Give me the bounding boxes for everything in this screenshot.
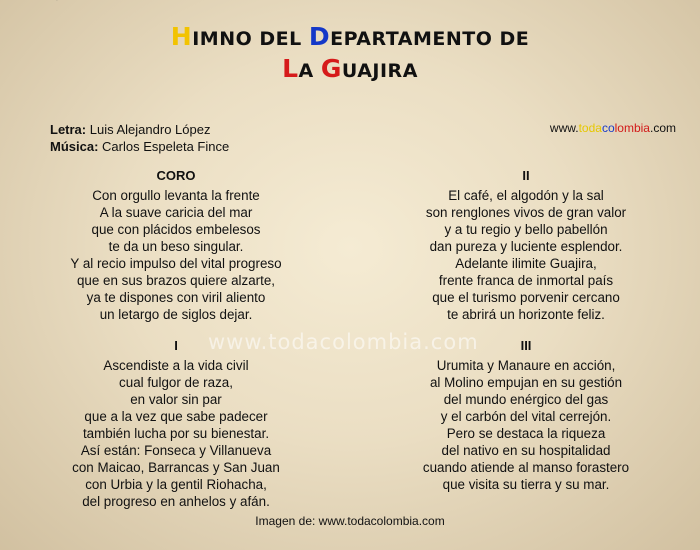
verse-line: Con orgullo levanta la frente bbox=[92, 188, 260, 203]
music-credit bbox=[50, 138, 229, 155]
title-initial: G bbox=[320, 54, 342, 83]
site-prefix: www. bbox=[549, 121, 579, 135]
verse-line: del progreso en anhelos y afán. bbox=[82, 494, 270, 509]
verse-line: al Molino empujan en su gestión bbox=[429, 375, 623, 390]
stanza-ii bbox=[376, 168, 676, 323]
verse-line: A la suave caricia del mar bbox=[99, 205, 253, 220]
verse-line: te da un beso singular. bbox=[108, 239, 244, 254]
stanza-iii bbox=[376, 338, 676, 493]
lyrics-credit bbox=[50, 121, 229, 138]
title-initial: L bbox=[282, 54, 299, 83]
verse-line: Así están: Fonseca y Villanueva bbox=[80, 443, 272, 458]
verse-line: Pero se destaca la riqueza bbox=[446, 426, 606, 441]
verse-line: con Maicao, Barrancas y San Juan bbox=[72, 460, 280, 475]
title-word: A bbox=[298, 60, 321, 82]
site-suffix: .com bbox=[649, 121, 676, 135]
verse-line: que a la vez que sabe padecer bbox=[84, 409, 268, 424]
stanza-heading: CORO bbox=[156, 168, 196, 183]
verse-line: también lucha por su bienestar. bbox=[82, 426, 270, 441]
verse-line: te abrirá un horizonte feliz. bbox=[447, 307, 605, 322]
verse-line: del mundo enérgico del gas bbox=[443, 392, 609, 407]
title-word: EPARTAMENTO DE bbox=[330, 28, 530, 50]
verse-line: ya te dispones con viril aliento bbox=[86, 290, 266, 305]
stanza-coro bbox=[26, 168, 326, 323]
music-label: Música: bbox=[50, 139, 99, 154]
verse-line: que en sus brazos quiere alzarte, bbox=[76, 273, 275, 288]
verse-line: cual fulgor de raza, bbox=[119, 375, 233, 390]
site-part-yellow: toda bbox=[578, 121, 602, 135]
site-part-blue: co bbox=[601, 121, 615, 135]
watermark: www.todacolombia.com bbox=[208, 330, 479, 354]
verse-line: Ascendiste a la vida civil bbox=[103, 358, 249, 373]
verse-line: y el carbón del vital cerrejón. bbox=[440, 409, 612, 424]
verse-line: en valor sin par bbox=[130, 392, 222, 407]
image-credit-footer: Imagen de: www.todacolombia.com bbox=[255, 514, 445, 528]
stanza-heading: I bbox=[174, 338, 178, 353]
music-author: Carlos Espeleta Fince bbox=[102, 139, 230, 154]
lyrics-author: Luis Alejandro López bbox=[89, 122, 211, 137]
verse-line: que visita su tierra y su mar. bbox=[442, 477, 610, 492]
verse-line: El café, el algodón y la sal bbox=[448, 188, 604, 203]
site-link[interactable] bbox=[550, 121, 676, 135]
verse-line: son renglones vivos de gran valor bbox=[425, 205, 627, 220]
verse-line: frente franca de inmortal país bbox=[438, 273, 614, 288]
verse-line: Urumita y Manaure en acción, bbox=[436, 358, 616, 373]
title-word: IMNO DEL bbox=[192, 28, 309, 50]
verse-line: cuando atiende al manso forastero bbox=[422, 460, 630, 475]
verse-line: y a tu regio y bello pabellón bbox=[444, 222, 608, 237]
anthem-title-line2 bbox=[0, 54, 700, 83]
verse-line: dan pureza y luciente esplendor. bbox=[429, 239, 623, 254]
site-part-red: lombia bbox=[614, 121, 650, 135]
stanza-i bbox=[26, 338, 326, 510]
title-initial: D bbox=[308, 22, 331, 51]
credits bbox=[50, 121, 229, 155]
anthem-title-line1 bbox=[0, 22, 700, 51]
stanza-heading: III bbox=[520, 338, 532, 353]
verse-line: un letargo de siglos dejar. bbox=[99, 307, 253, 322]
title-initial: H bbox=[170, 22, 193, 51]
corner-mark: ' bbox=[56, 0, 58, 8]
verse-line: Y al recio impulso del vital progreso bbox=[70, 256, 282, 271]
verse-line: del nativo en su hospitalidad bbox=[441, 443, 611, 458]
verse-line: con Urbia y la gentil Riohacha, bbox=[85, 477, 267, 492]
verse-line: que con plácidos embelesos bbox=[91, 222, 261, 237]
title-word: UAJIRA bbox=[341, 60, 418, 82]
stanza-heading: II bbox=[522, 168, 530, 183]
lyrics-label: Letra: bbox=[50, 122, 87, 137]
verse-line: Adelante ilimite Guajira, bbox=[455, 256, 597, 271]
verse-line: que el turismo porvenir cercano bbox=[432, 290, 620, 305]
